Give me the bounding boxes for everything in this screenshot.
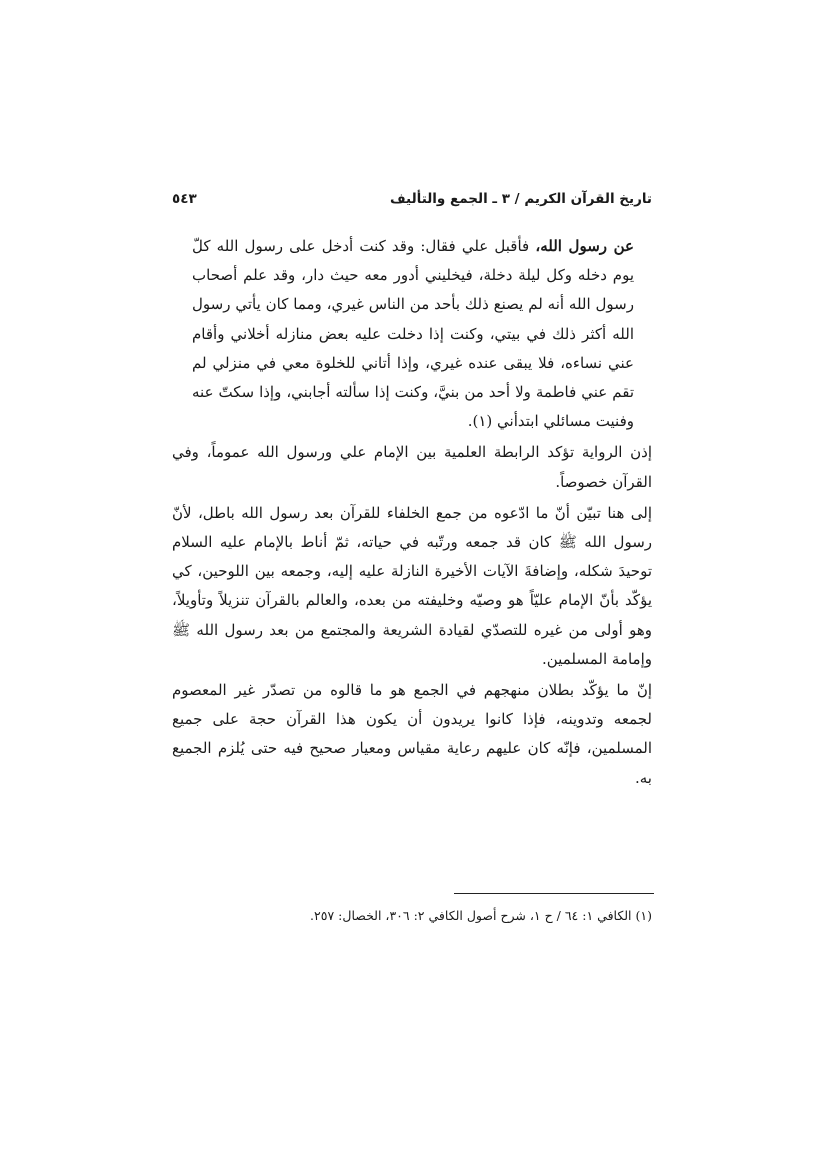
- paragraph-3: إنّ ما يؤكّد بطلان منهجهم في الجمع هو ما قالوه من تصدّر غير المعصوم لجمعه وتدوينه، فإذا كانوا يريدون أن يكون هذا القرآن حجة على جميع المسلمين، فإنّه كان عليهم رعاية مقياس ومعيار صحيح فيه حتى يُلزم الجميع به.: [172, 681, 652, 787]
- page-number: ٥٤٣: [172, 191, 197, 207]
- quoted-narration: [172, 232, 652, 436]
- paragraph-2: إلى هنا تبيّن أنّ ما ادّعوه من جمع الخلفاء للقرآن بعد رسول الله باطل، لأنّ رسول الله ﷺ كان قد جمعه ورتّبه في حياته، ثمّ أناط بالإمام عليه السلام توحيدَ شكله، وإضافةَ الآيات الأخيرة النازلة عليه إليه، وجمعه بين اللوحين، كي يؤكّد بأنّ الإمام عليّاً هو وصيّه وخليفته من بعده، والعالم بالقرآن تنزيلاً وتأويلاً، وهو أولى من غيره للتصدّي لقيادة الشريعة والمجتمع من بعد رسول الله ﷺ وإمامة المسلمين.: [172, 503, 652, 668]
- quote-lead: عن رسول الله،: [535, 237, 634, 255]
- book-title: تاريخ القرآن الكريم / ٣ ـ الجمع والتأليف: [389, 191, 652, 207]
- footnote: (١) الكافي ١: ٦٤ / ح ١، شرح أصول الكافي ٢: ٣٠٦، الخصال: ٢٥٧.: [310, 908, 652, 923]
- quote-text: فأقبل علي فقال: وقد كنت أدخل على رسول الله كلّ يوم دخله وكل ليلة دخلة، فيخليني أدور معه حيث دار، وقد علم أصحاب رسول الله أنه لم يصنع ذلك بأحد من الناس غيري، ومما كان يأتي رسول الله أكثر ذلك في بيتي، وكنت إذا دخلت عليه بعض منازله أخلاني وأقام عني نساءه، فلا يبقى عنده غيري، وإذا أتاني للخلوة معي في منزلي لم تقم عني فاطمة ولا أحد من بنيَّ، وكنت إذا سألته أجابني، وإذا سكتّ عنه وفنيت مسائلي ابتدأني (١).: [192, 237, 634, 431]
- footnote-separator: [454, 893, 654, 894]
- paragraph-1: إذن الرواية تؤكد الرابطة العلمية بين الإمام علي ورسول الله عموماً، وفي القرآن خصوصاً.: [172, 443, 652, 491]
- main-text: [172, 232, 652, 793]
- running-header: [172, 186, 652, 212]
